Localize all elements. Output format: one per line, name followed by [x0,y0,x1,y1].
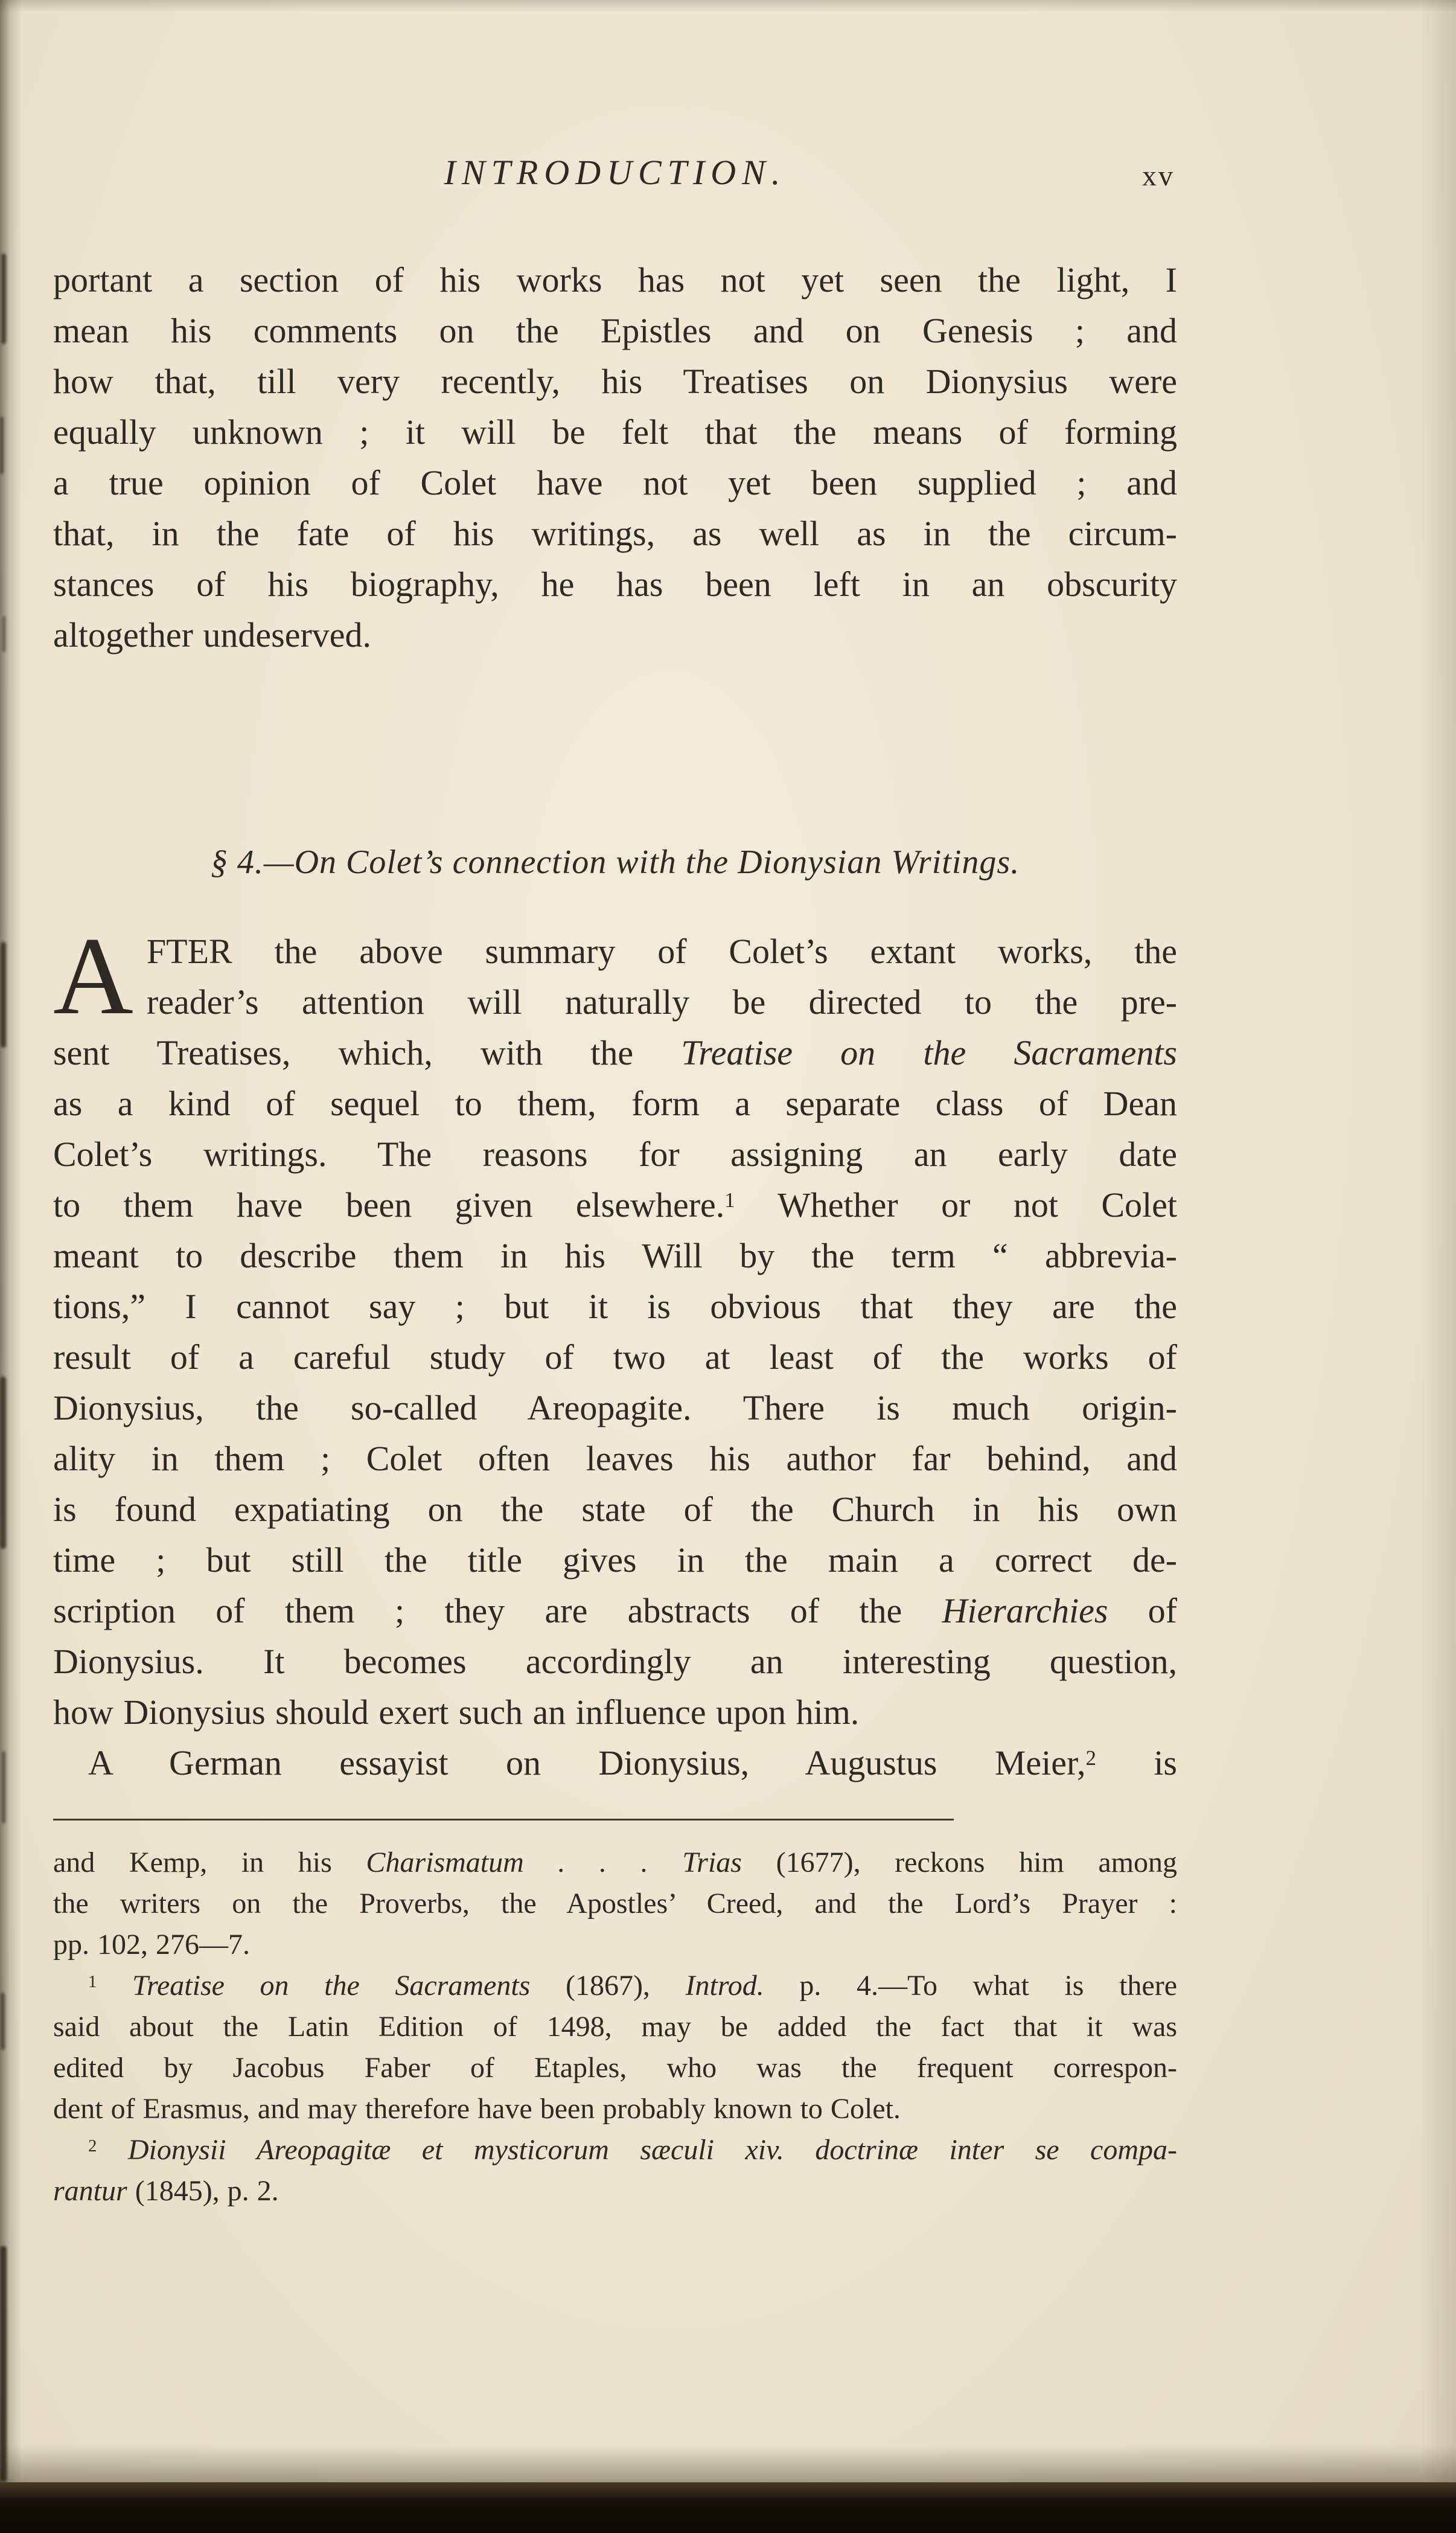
footnotes [53,1842,1177,2212]
footnote-continuation: and Kemp, in his Charismatum . . . Trias (1677), reckons him among the writers on the Proverbs, the Apostles’ Creed, and the Lord’s Prayer : pp. 102, 276—7. [53,1846,1178,1961]
footnote-2: $^2$ Dionysii Areopagitæ et mysticorum sæculi xiv. doctrinæ inter se compa- rantur (1845), p. 2. [53,2134,1177,2207]
page-header [53,152,1177,199]
paragraph-continuation: portant a section of his works has not yet seen the light, I mean his comments on the Epistles and on Genesis ; and how that, till very recently, his Treatises on Dionysius were equally unknown ; it will be felt that the means of forming a true opinion of Colet have not yet been supplied ; and that, in the fate of his writings, as well as in the circum- stances of his biography, he has been left in an obscurity altogether undeserved. [53,260,1177,655]
binding-mark [0,417,4,474]
page-right-shadow [1420,0,1456,2533]
binding-mark [0,2246,7,2482]
section-heading: § 4.—On Colet’s connection with the Dionysian Writings. [210,844,1020,881]
paragraph-new: A German essayist on Dionysius, Augustus Meier,$^2$ is [88,1743,1177,1782]
drop-cap: A [53,914,133,1037]
binding-mark [1,1993,5,2050]
page-bottom-edge [0,2482,1456,2533]
running-title: INTRODUCTION. [444,153,787,192]
binding-mark [0,1377,6,1549]
paragraph-dropcap-lines: FTER the above summary of Colet’s extant works, the reader’s attention will naturally be directed to the pre- sent Treatises, which, with the Treatise on the Sacraments as a kind of sequel to them, form a separate class of Dean Colet’s writings. The reasons for assigning an early date to them have been given elsewhere.$^1$ Whether or not Colet meant to describe them in his Will by the term “ abbrevia- tions,” I cannot say ; but it is obvious that they are the result of a careful study of two at least of the works of Dionysius, the so-called Areopagite. There is much origin- ality in them ; Colet often leaves his author far behind, and is found expatiating on the state of the Church in his own time ; but still the title gives in the main a correct de- scription of them ; they are abstracts of the Hierarchies of Dionysius. It becomes accordingly an interesting question, how Dionysius should exert such an influence upon him. [53,932,1178,1732]
page-number: xv [1142,160,1175,192]
binding-mark [1,254,6,344]
paragraph-dropcap [53,914,1178,1738]
binding-mark [2,1751,5,1824]
binding-edge-shadow [0,0,22,2533]
page-top-shadow [0,0,1456,12]
page-content [53,0,1177,2212]
page-bottom-shadow [0,2445,1456,2482]
footnote-rule [53,1819,954,1820]
binding-mark [1,942,6,1048]
footnote-1: $^1$ Treatise on the Sacraments (1867), Introd. p. 4.—To what is there said about the Latin Edition of 1498, may be added the fact that it was edited by Jacobus Faber of Etaples, who was the frequent correspon- dent of Erasmus, and may therefore have been probably known to Colet. [53,1970,1178,2125]
binding-mark [2,616,5,652]
